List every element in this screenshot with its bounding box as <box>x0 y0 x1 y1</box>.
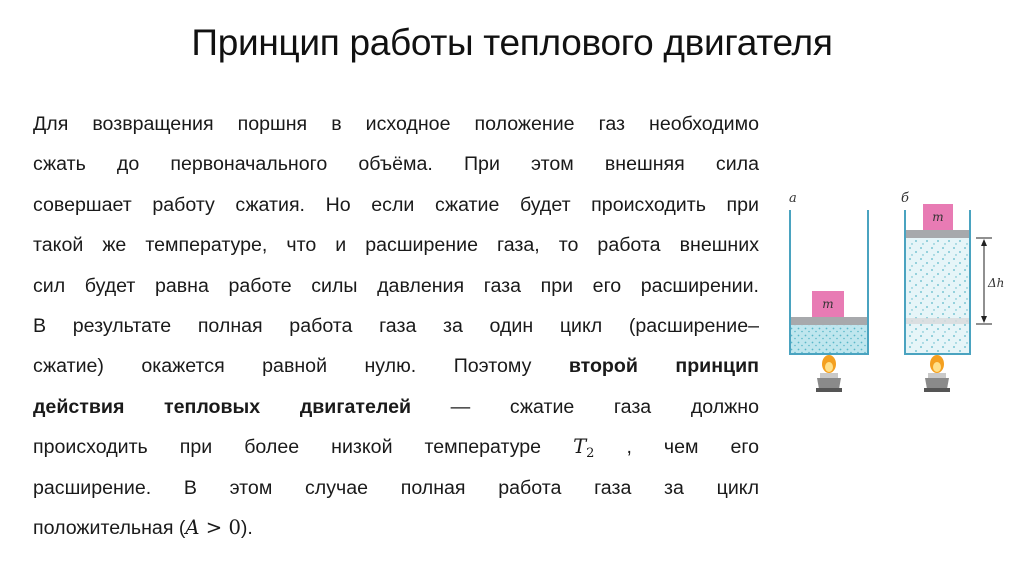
panel-b-initial-level <box>905 318 970 324</box>
text-line-9a: происходить при более низкой температуре <box>33 436 574 459</box>
bold-term-part-1: второй принцип <box>568 355 759 378</box>
panel-b-gas-dots <box>905 238 970 354</box>
body-paragraph <box>33 104 759 548</box>
temperature-subscript: 2 <box>586 446 595 462</box>
panel-b-mass-label: m <box>932 210 944 224</box>
text-line-11 <box>33 508 759 548</box>
panel-a-mass-label: m <box>822 297 834 311</box>
height-change-label: Δh <box>988 276 1005 290</box>
text-line-4: такой же температуре, что и расширение газа, то работа внешних <box>33 234 759 257</box>
text-line-6: В результате полная работа газа за один цикл (расширение– <box>33 314 759 337</box>
greater-than-sign: > <box>199 515 229 539</box>
panel-a <box>789 191 868 392</box>
panel-a-gas-dots <box>790 325 868 354</box>
panel-a-label: а <box>789 191 797 206</box>
zero-value: 0 <box>228 515 241 539</box>
panel-b-label: б <box>901 191 909 206</box>
text-line-9b: , чем его <box>594 436 759 459</box>
text-line-9 <box>33 427 759 467</box>
text-line-7a: сжатие) окажется равной нулю. Поэтому <box>33 355 569 378</box>
text-line-8b: — сжатие газа должно <box>411 395 759 418</box>
bold-term-part-2: действия тепловых двигателей <box>33 395 412 418</box>
text-line-2: сжать до первоначального объёма. При этом внешняя сила <box>33 153 759 176</box>
panel-b-piston <box>905 230 970 238</box>
text-line-11a: положительная ( <box>33 516 186 539</box>
text-line-11b: ). <box>240 516 253 539</box>
panel-a-burner-icon <box>816 355 842 392</box>
work-variable: A <box>185 515 200 539</box>
text-line-3: совершает работу сжатия. Но если сжатие будет происходить при <box>33 193 759 216</box>
text-line-1: Для возвращения поршня в исходное положение газ необходимо <box>33 113 759 135</box>
panel-b <box>901 191 1004 392</box>
text-line-5: сил будет равна работе силы давления газа при его расширении. <box>33 274 759 297</box>
temperature-variable: T <box>573 435 587 459</box>
piston-diagram <box>776 180 1016 400</box>
slide-title: Принцип работы теплового двигателя <box>191 22 833 63</box>
panel-a-piston <box>790 317 868 325</box>
text-line-7 <box>33 346 759 386</box>
text-line-8 <box>33 387 759 427</box>
panel-b-burner-icon <box>924 355 950 392</box>
text-line-10: расширение. В этом случае полная работа газа за цикл <box>33 476 759 499</box>
